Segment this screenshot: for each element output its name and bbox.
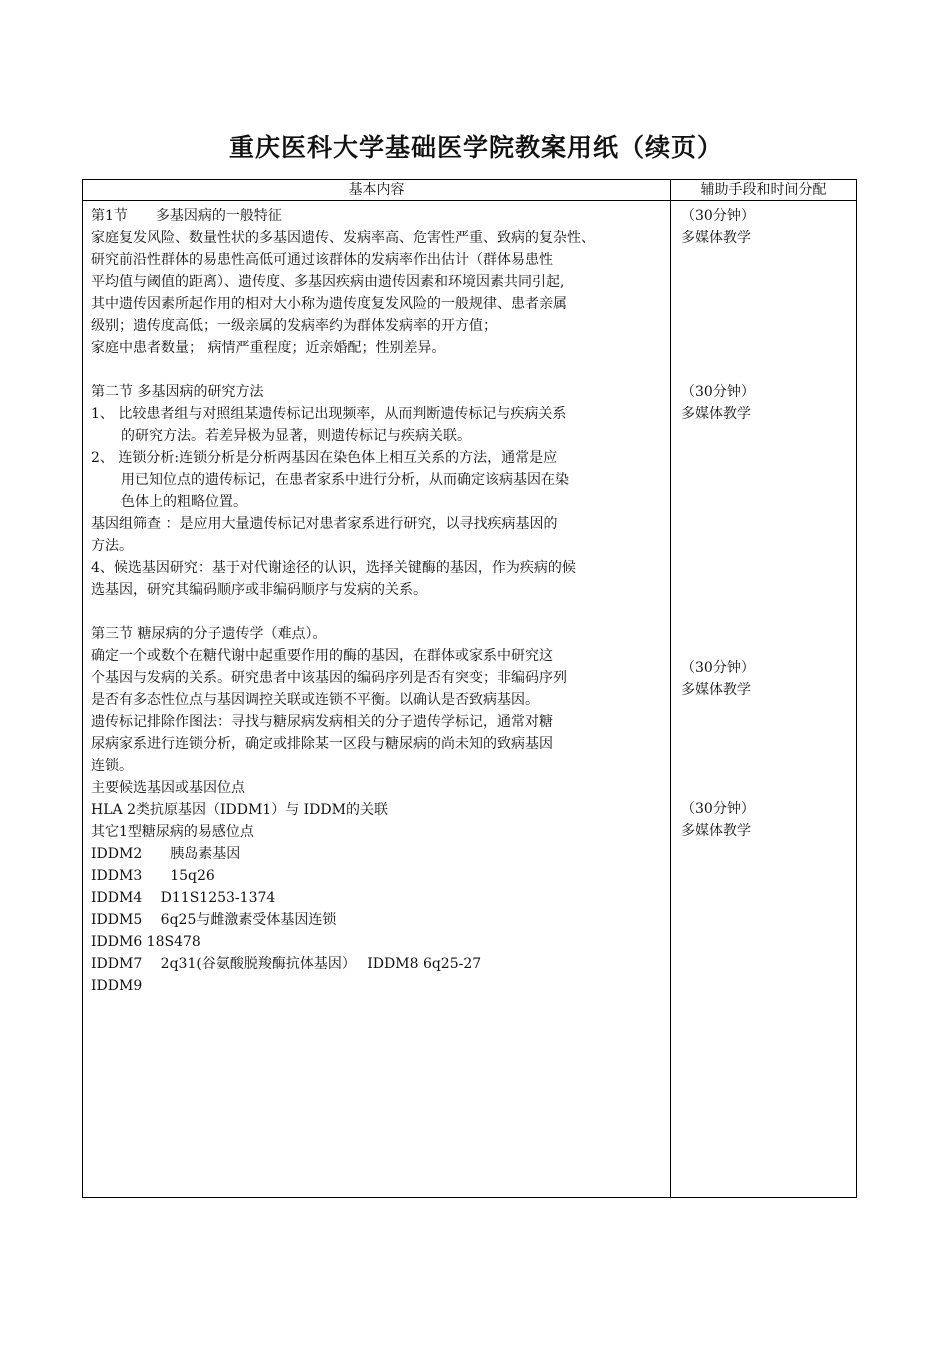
section-3-line: IDDM3 15q26 [91, 868, 215, 884]
section-3-line: 确定一个或数个在糖代谢中起重要作用的酶的基因，在群体或家系中研究这 [91, 648, 553, 664]
section-2-line: 选基因，研究其编码顺序或非编码顺序与发病的关系。 [91, 582, 427, 598]
section-3-line: 连锁。 [91, 758, 133, 774]
section-1-line: 研究前沿性群体的易患性高低可通过该群体的发病率作出估计（群体易患性 [91, 252, 553, 268]
table-header-row [83, 180, 857, 201]
section-3 [91, 623, 664, 997]
time-allocation-note [681, 381, 851, 425]
aux-means-cell [671, 201, 857, 1198]
section-2-line: 1、 比较患者组与对照组某遗传标记出现频率，从而判断遗传标记与疾病关系 [91, 406, 567, 422]
lesson-plan-table [82, 179, 857, 1198]
teaching-method: 多媒体教学 [681, 823, 751, 839]
section-3-heading: 第三节 糖尿病的分子遗传学（难点）。 [91, 626, 327, 642]
section-3-line: 其它1型糖尿病的易感位点 [91, 824, 254, 840]
time-allocation: （30分钟） [681, 384, 755, 400]
section-2-line: 的研究方法。若差异极为显著，则遗传标记与疾病关联。 [121, 428, 471, 444]
section-1-line: 平均值与阈值的距离）、遗传度、多基因疾病由遗传因素和环境因素共同引起, [91, 274, 565, 290]
section-3-line: 遗传标记排除作图法：寻找与糖尿病发病相关的分子遗传学标记，通常对糖 [91, 714, 553, 730]
header-aux-means: 辅助手段和时间分配 [671, 180, 857, 201]
time-allocation-note [681, 205, 851, 249]
section-3-line: 个基因与发病的关系。研究患者中该基因的编码序列是否有突变；非编码序列 [91, 670, 567, 686]
section-2-line: 用已知位点的遗传标记，在患者家系中进行分析，从而确定该病基因在染 [121, 472, 569, 488]
teaching-method: 多媒体教学 [681, 406, 751, 422]
section-2 [91, 381, 664, 601]
section-2-heading: 第二节 多基因病的研究方法 [91, 384, 264, 400]
teaching-method: 多媒体教学 [681, 230, 751, 246]
section-3-line: IDDM6 18S478 [91, 934, 201, 950]
time-allocation: （30分钟） [681, 660, 755, 676]
time-allocation: （30分钟） [681, 208, 755, 224]
section-2-line: 基因组筛查 ：是应用大量遗传标记对患者家系进行研究，以寻找疾病基因的 [91, 516, 558, 532]
section-1-line: 家庭中患者数量； 病情严重程度；近亲婚配；性别差异。 [91, 340, 446, 356]
page-title: 重庆医科大学基础医学院教案用纸（续页） [228, 133, 723, 162]
section-3-line: 尿病家系进行连锁分析，确定或排除某一区段与糖尿病的尚未知的致病基因 [91, 736, 553, 752]
basic-content-cell [83, 201, 671, 1198]
section-gap [91, 359, 664, 381]
section-3-line: IDDM4 D11S1253-1374 [91, 890, 276, 906]
section-3-line: 是否有多态性位点与基因调控关联或连锁不平衡。以确认是否致病基因。 [91, 692, 539, 708]
section-3-line: IDDM2 胰岛素基因 [91, 846, 241, 862]
time-allocation-note [681, 798, 851, 842]
teaching-method: 多媒体教学 [681, 682, 751, 698]
section-1-line: 其中遗传因素所起作用的相对大小称为遗传度复发风险的一般规律、患者亲属 [91, 296, 567, 312]
section-2-line: 方法。 [91, 538, 133, 554]
section-1-line: 家庭复发风险、数量性状的多基因遗传、发病率高、危害性严重、致病的复杂性、 [91, 230, 595, 246]
header-basic-content: 基本内容 [83, 180, 671, 201]
table-body-row [83, 201, 857, 1198]
section-1 [91, 205, 664, 359]
time-allocation-note [681, 657, 851, 701]
section-3-line: 主要候选基因或基因位点 [91, 780, 245, 796]
time-allocation: （30分钟） [681, 801, 755, 817]
section-2-line: 4、候选基因研究：基于对代谢途径的认识，选择关键酶的基因，作为疾病的候 [91, 560, 576, 576]
section-2-line: 色体上的粗略位置。 [121, 494, 247, 510]
section-3-line: IDDM9 [91, 978, 143, 994]
section-2-line: 2、 连锁分析:连锁分析是分析两基因在染色体上相互关系的方法，通常是应 [91, 450, 558, 466]
section-3-line: IDDM5 6q25与雌激素受体基因连锁 [91, 912, 337, 928]
section-1-line: 级别；遗传度高低；一级亲属的发病率约为群体发病率的开方值； [91, 318, 497, 334]
section-3-line: IDDM7 2q31(谷氨酸脱羧酶抗体基因） IDDM8 6q25-27 [91, 956, 482, 972]
section-1-heading: 第1节 多基因病的一般特征 [91, 208, 282, 224]
section-3-line: HLA 2类抗原基因（IDDM1）与 IDDM的关联 [91, 802, 388, 818]
section-gap [91, 601, 664, 623]
